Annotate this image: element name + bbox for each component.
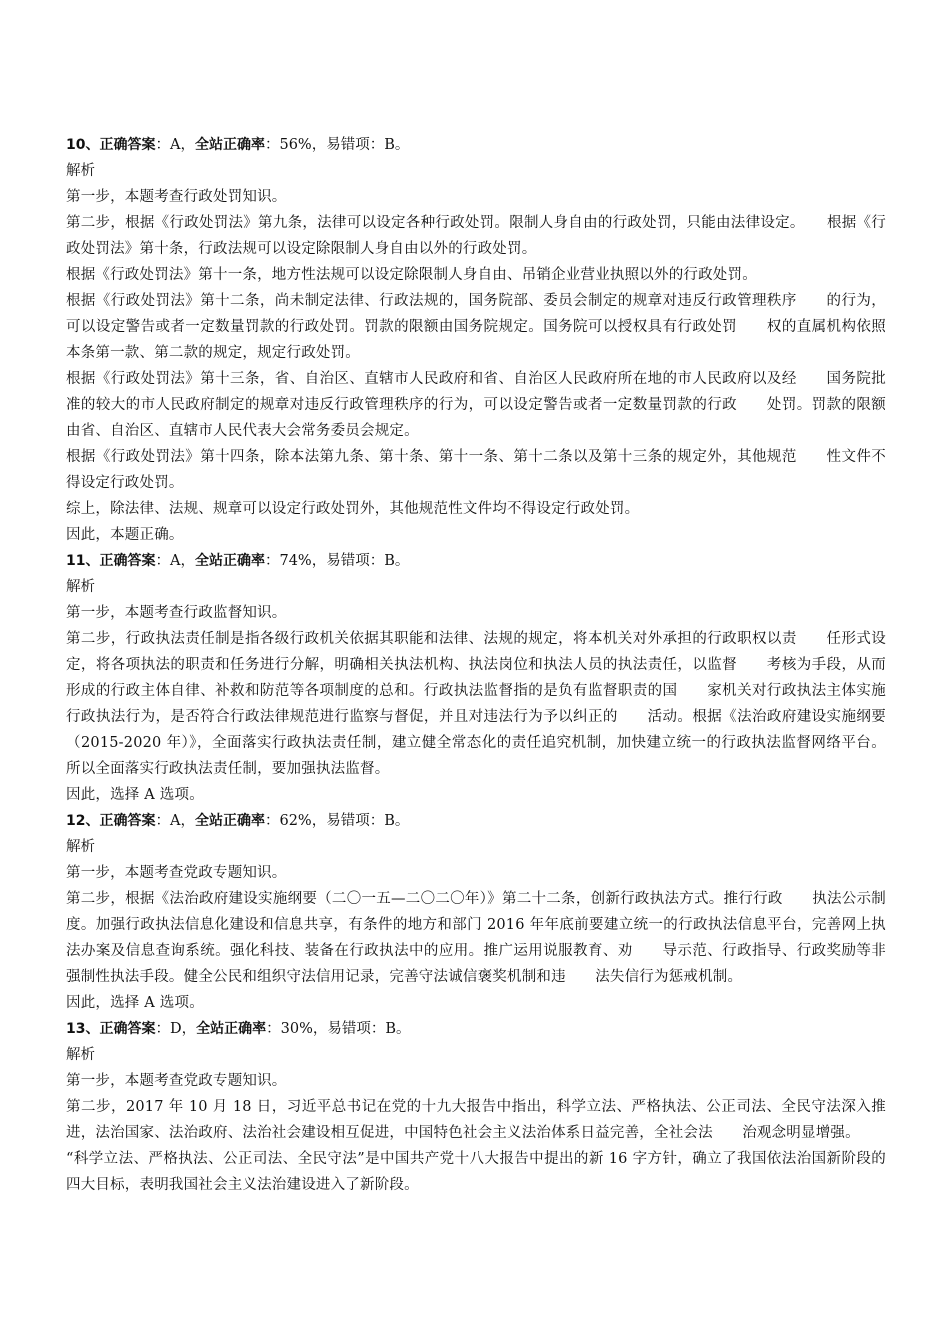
paragraph: 第二步，根据《法治政府建设实施纲要（二〇一五—二〇二〇年）》第二十二条，创新行政执法方式。推行行政 执法公示制度。加强行政执法信息化建设和信息共享，有条件的地方和部门 2016 年年底前要建立统一的行政执法信息平台，完善网上执法办案及信息查询系统。强化科技、装备在行政执法中的应用。推广运用说服教育、劝 导示范、行政指导、行政奖励等非强制性执法手段。健全公民和组织守法信用记录，完善守法诚信褒奖机制和违 法失信行为惩戒机制。	[66, 891, 886, 985]
paragraph: 因此，本题正确。	[66, 527, 184, 543]
answer-line: 10、正确答案：A，全站正确率：56%，易错项：B。	[66, 137, 410, 153]
answer-line: 11、正确答案：A，全站正确率：74%，易错项：B。	[66, 553, 410, 569]
analysis-label: 解析	[66, 839, 95, 855]
question-11	[66, 548, 886, 808]
paragraph: 第一步，本题考查党政专题知识。	[66, 1073, 287, 1089]
document-page	[66, 132, 886, 1198]
paragraph: 第一步，本题考查行政处罚知识。	[66, 189, 287, 205]
paragraph: 第二步，行政执法责任制是指各级行政机关依据其职能和法律、法规的规定，将本机关对外承担的行政职权以责 任形式设定，将各项执法的职责和任务进行分解，明确相关执法机构、执法岗位和执法人员的执法责任，以监督 考核为手段，从而形成的行政主体自律、补救和防范等各项制度的总和。行政执法监督指的是负有监督职责的国 家机关对行政执法主体实施行政执法行为，是否符合行政法律规范进行监察与督促，并且对违法行为予以纠正的 活动。根据《法治政府建设实施纲要（2015-2020 年）》，全面落实行政执法责任制，建立健全常态化的责任追究机制，加快建立统一的行政执法监督网络平台。所以全面落实行政执法责任制，要加强执法监督。	[66, 631, 886, 777]
paragraph: 第一步，本题考查行政监督知识。	[66, 605, 287, 621]
paragraph: 因此，选择 A 选项。	[66, 995, 204, 1011]
paragraph: 第一步，本题考查党政专题知识。	[66, 865, 287, 881]
paragraph: 根据《行政处罚法》第十三条，省、自治区、直辖市人民政府和省、自治区人民政府所在地的市人民政府以及经 国务院批准的较大的市人民政府制定的规章对违反行政管理秩序的行为，可以设定警告或者一定数量罚款的行政 处罚。罚款的限额由省、自治区、直辖市人民代表大会常务委员会规定。	[66, 371, 886, 439]
paragraph: 因此，选择 A 选项。	[66, 787, 204, 803]
question-13	[66, 1016, 886, 1198]
answer-line: 13、正确答案：D，全站正确率：30%，易错项：B。	[66, 1021, 411, 1037]
paragraph: “科学立法、严格执法、公正司法、全民守法”是中国共产党十八大报告中提出的新 16 字方针，确立了我国依法治国新阶段的四大目标，表明我国社会主义法治建设进入了新阶段。	[66, 1151, 886, 1193]
analysis-label: 解析	[66, 1047, 95, 1063]
paragraph: 根据《行政处罚法》第十四条，除本法第九条、第十条、第十一条、第十二条以及第十三条的规定外，其他规范 性文件不得设定行政处罚。	[66, 449, 886, 491]
paragraph: 第二步，2017 年 10 月 18 日，习近平总书记在党的十九大报告中指出，科学立法、严格执法、公正司法、全民守法深入推进，法治国家、法治政府、法治社会建设相互促进，中国特色社会主义法治体系日益完善，全社会法 治观念明显增强。	[66, 1099, 886, 1141]
paragraph: 综上，除法律、法规、规章可以设定行政处罚外，其他规范性文件均不得设定行政处罚。	[66, 501, 640, 517]
paragraph: 根据《行政处罚法》第十二条，尚未制定法律、行政法规的，国务院部、委员会制定的规章对违反行政管理秩序 的行为，可以设定警告或者一定数量罚款的行政处罚。罚款的限额由国务院规定。国务院可以授权具有行政处罚 权的直属机构依照本条第一款、第二款的规定，规定行政处罚。	[66, 293, 886, 361]
question-12	[66, 808, 886, 1016]
paragraph: 第二步，根据《行政处罚法》第九条，法律可以设定各种行政处罚。限制人身自由的行政处罚，只能由法律设定。 根据《行政处罚法》第十条，行政法规可以设定除限制人身自由以外的行政处罚。	[66, 215, 886, 257]
question-10	[66, 132, 886, 548]
analysis-label: 解析	[66, 579, 95, 595]
answer-line: 12、正确答案：A，全站正确率：62%，易错项：B。	[66, 813, 410, 829]
paragraph: 根据《行政处罚法》第十一条，地方性法规可以设定除限制人身自由、吊销企业营业执照以外的行政处罚。	[66, 267, 757, 283]
analysis-label: 解析	[66, 163, 95, 179]
